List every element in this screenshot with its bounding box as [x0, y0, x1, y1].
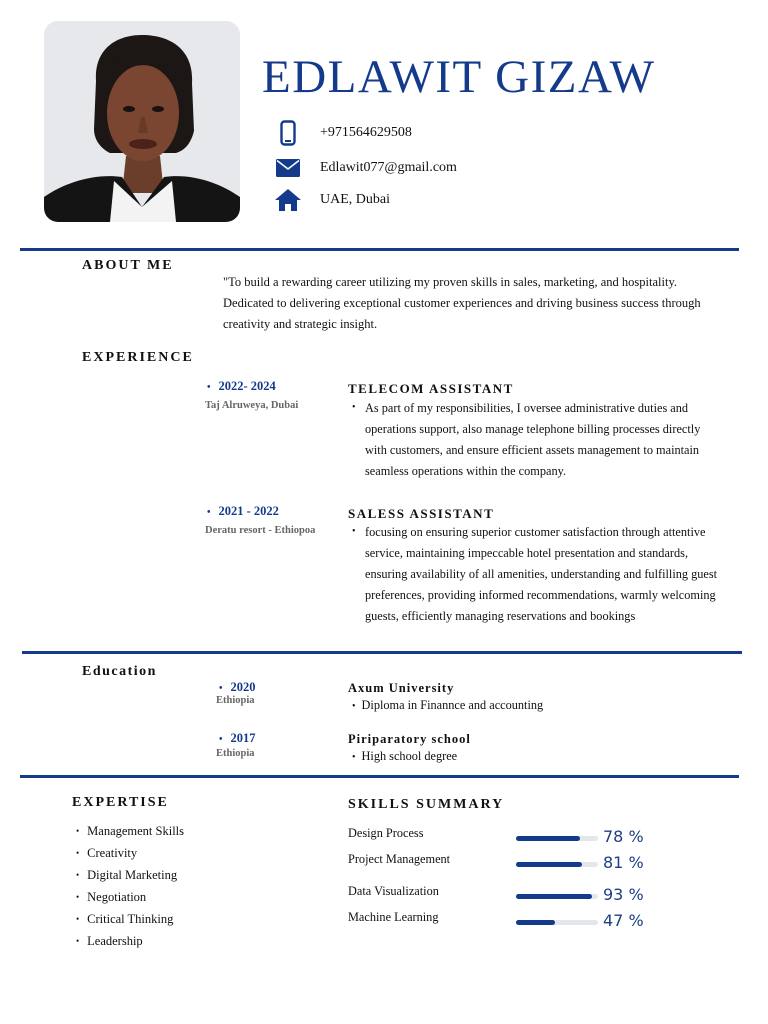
location: UAE, Dubai [320, 192, 390, 207]
skill-bar-fill [516, 894, 592, 899]
skill-bar-track [516, 894, 598, 899]
education-2-country: Ethiopia [216, 748, 255, 759]
education-2-year: • 2017 [219, 731, 256, 745]
skill-bar-fill [516, 920, 555, 925]
expertise-heading: EXPERTISE [72, 795, 169, 810]
phone-icon [274, 120, 302, 146]
skill-percent: 81 % [603, 853, 644, 872]
skill-row [348, 910, 668, 930]
about-heading: ABOUT ME [82, 258, 174, 273]
education-2-school: Piriparatory school [348, 732, 471, 746]
experience-heading: EXPERIENCE [82, 350, 194, 365]
skill-bar-fill [516, 862, 582, 867]
about-text: "To build a rewarding career utilizing my proven skills in sales, marketing, and hospitality. Dedicated to delivering exceptional customer experiences and driving business success through creativity and strategic insight. [223, 275, 701, 331]
skill-name: Design Process [348, 826, 424, 840]
skill-row [348, 826, 668, 846]
email-address: Edlawit077@gmail.com [320, 160, 457, 175]
contact-location [274, 187, 390, 213]
skill-bar-fill [516, 836, 580, 841]
list-item: • Management Skills [76, 824, 185, 838]
experience-1-place: Taj Alruweya, Dubai [205, 400, 299, 411]
section-divider [20, 775, 739, 778]
list-item: • Critical Thinking [76, 912, 174, 926]
section-divider [22, 651, 742, 654]
skill-row [348, 852, 668, 872]
skill-bar-track [516, 920, 598, 925]
skill-bar-track [516, 836, 598, 841]
education-1-degree: • Diploma in Finannce and accounting [352, 698, 544, 712]
experience-1-years: • 2022- 2024 [207, 379, 276, 393]
education-1-year: • 2020 [219, 680, 256, 694]
skill-percent: 47 % [603, 911, 644, 930]
skill-percent: 78 % [603, 827, 644, 846]
education-1-country: Ethiopia [216, 695, 255, 706]
skill-row [348, 884, 668, 904]
skill-name: Project Management [348, 852, 451, 866]
skill-name: Data Visualization [348, 884, 439, 898]
contact-email [274, 155, 457, 181]
contact-phone [274, 120, 412, 146]
experience-1-description: • As part of my responsibilities, I oversee administrative duties and operations support, also manage telephone billing processes directly with customers, and ensure efficient assets management to maintain seamless operations within the company. [352, 401, 701, 478]
expertise-list [76, 822, 184, 954]
education-heading: Education [82, 664, 157, 679]
experience-2-description: • focusing on ensuring superior customer satisfaction through attentive service, maintaining impeccable hotel presentation and standards, ensuring availability of all amenities, understanding and fulfilling guest preferences, providing informed recommendations, warmly welcoming guests, efficiently managing reservations and bookings [352, 525, 718, 623]
list-item: • Creativity [76, 846, 138, 860]
skill-bar-track [516, 862, 598, 867]
experience-2-place: Deratu resort - Ethiopoa [205, 525, 316, 536]
list-item: • Negotiation [76, 890, 147, 904]
skill-percent: 93 % [603, 885, 644, 904]
experience-2-role: SALESS ASSISTANT [348, 506, 495, 521]
experience-2-years: • 2021 - 2022 [207, 504, 279, 518]
section-divider [20, 248, 739, 251]
list-item: • Digital Marketing [76, 868, 178, 882]
skills-heading: SKILLS SUMMARY [348, 797, 505, 812]
profile-photo [44, 21, 240, 222]
education-1-school: Axum University [348, 681, 455, 695]
list-item: • Leadership [76, 934, 143, 948]
experience-1-role: TELECOM ASSISTANT [348, 381, 514, 396]
full-name: EDLAWIT GIZAW [262, 51, 656, 103]
phone-number: +971564629508 [320, 125, 412, 140]
envelope-icon [274, 155, 302, 181]
home-icon [274, 187, 302, 213]
skill-name: Machine Learning [348, 910, 439, 924]
education-2-degree: • High school degree [352, 749, 458, 763]
